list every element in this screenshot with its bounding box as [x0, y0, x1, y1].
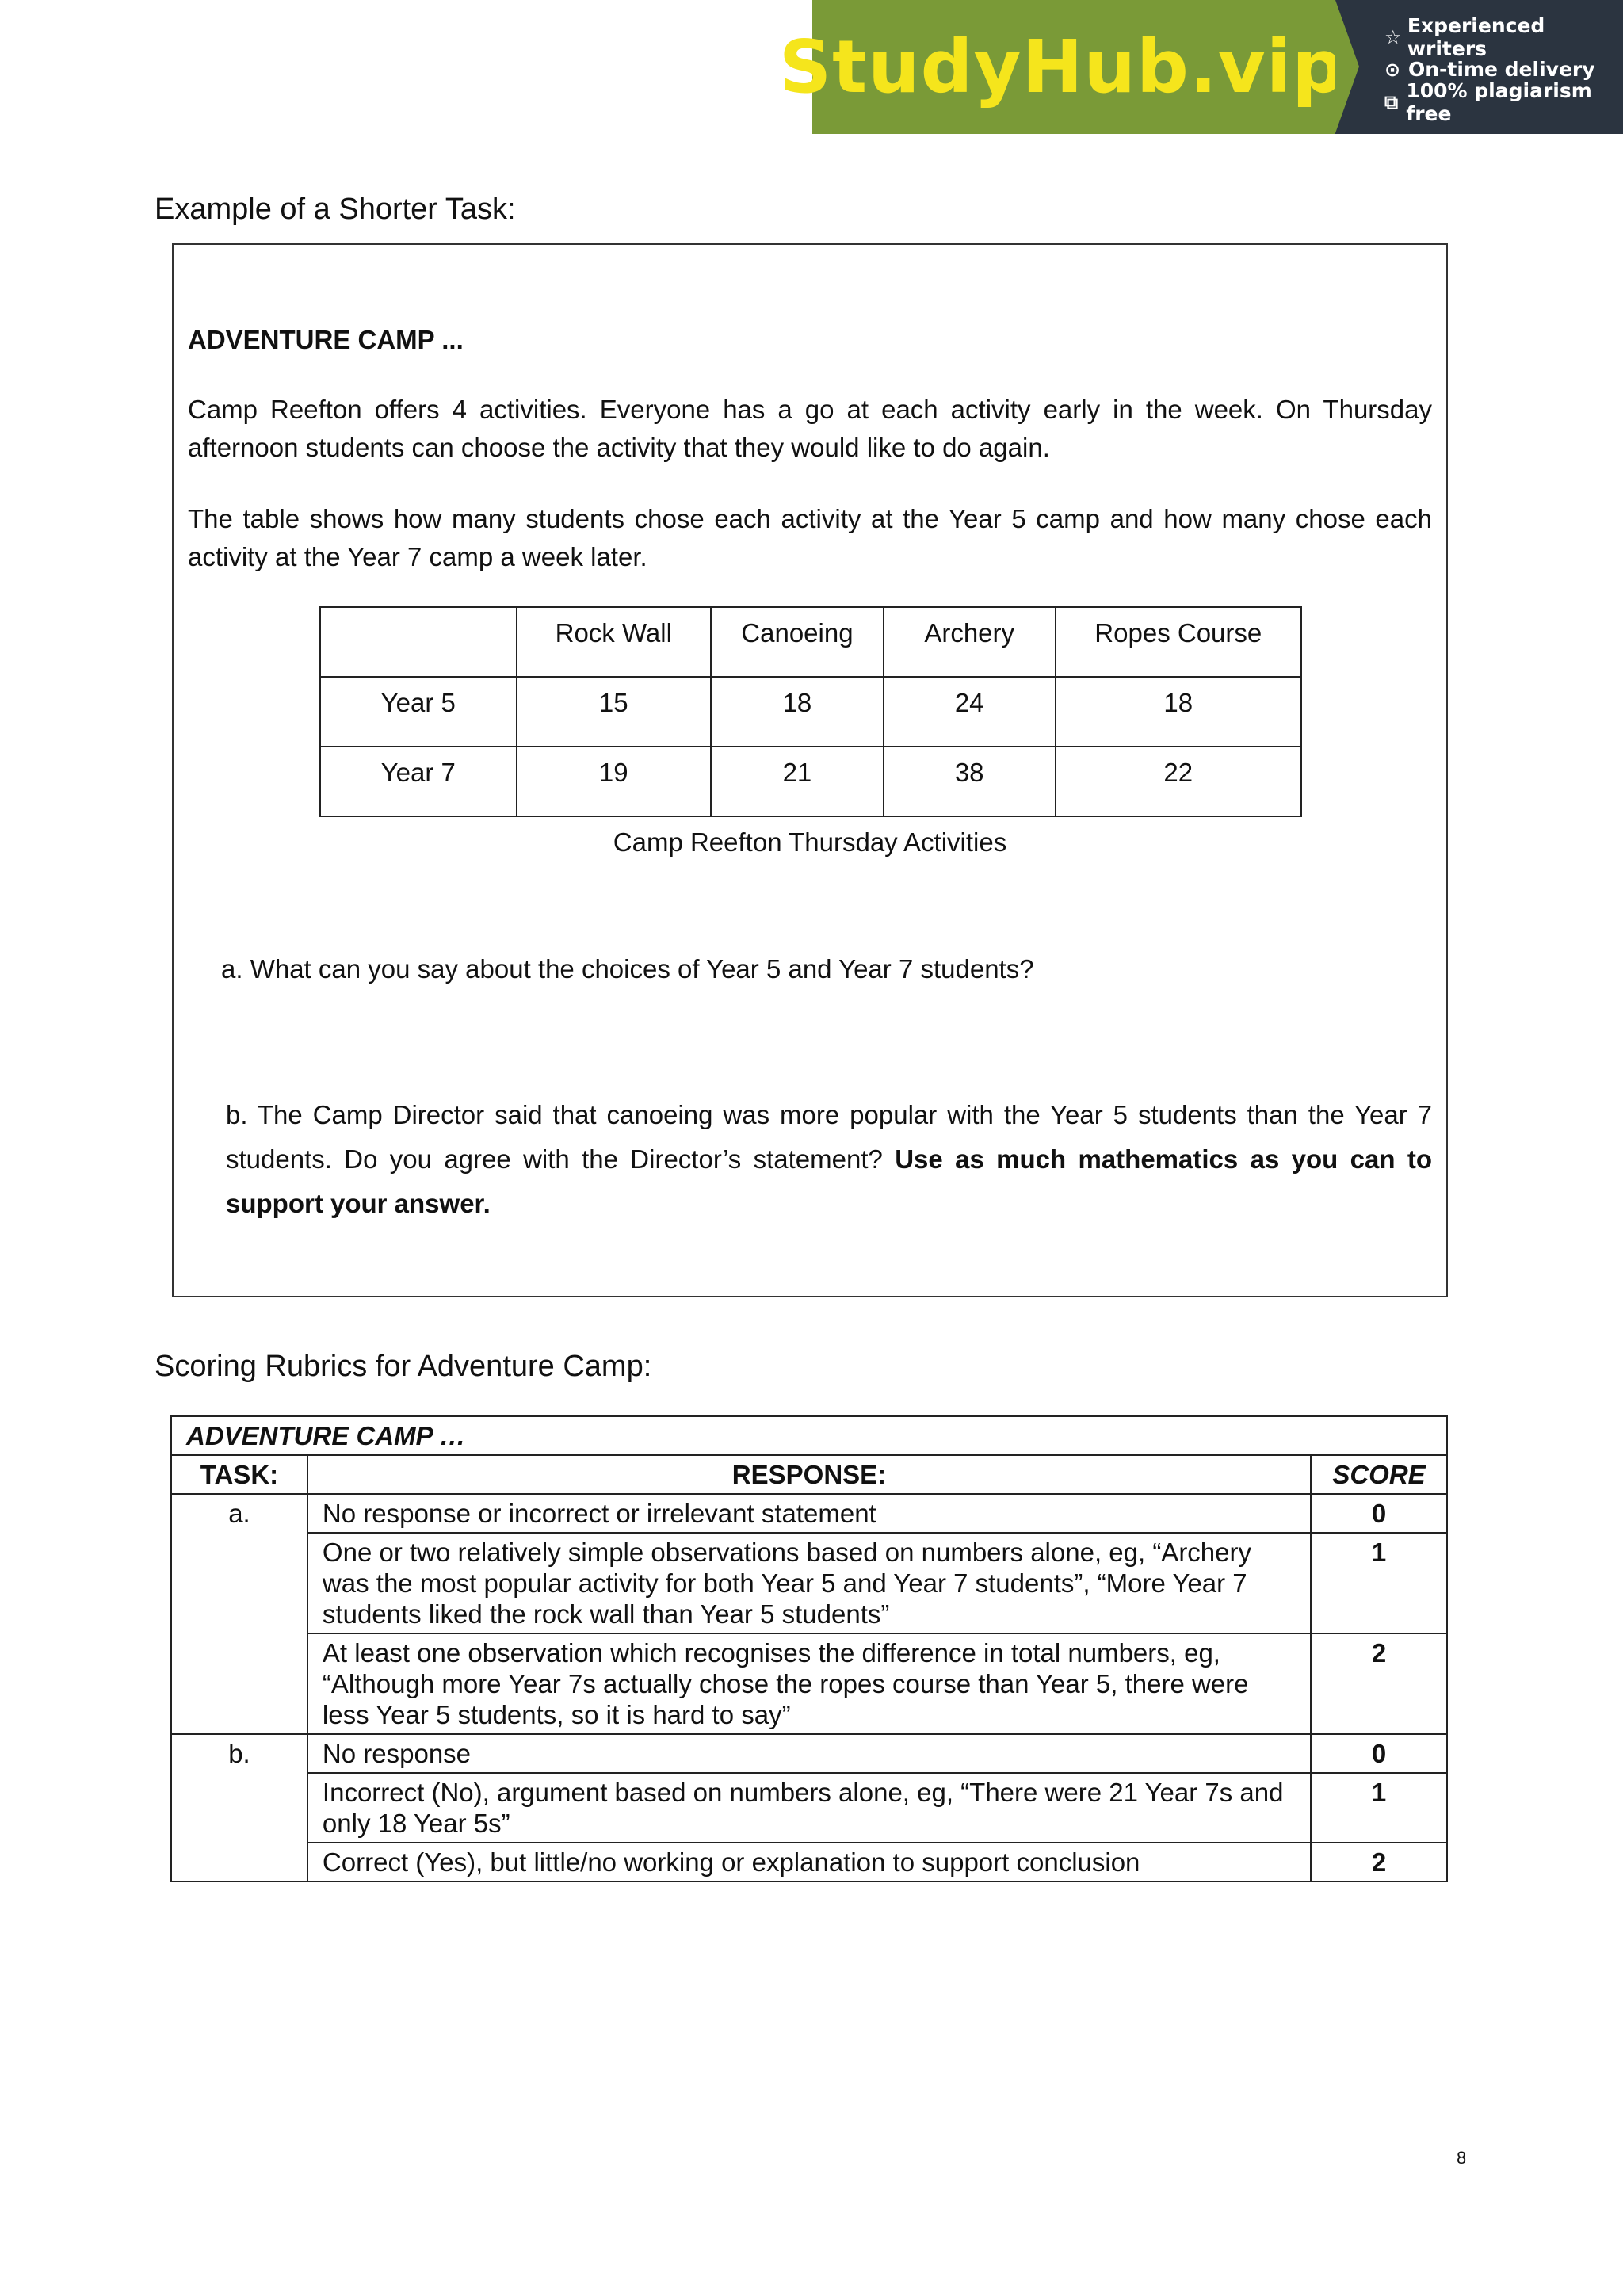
- table-row: [171, 1633, 1447, 1734]
- clock-icon: ⊙: [1384, 58, 1401, 81]
- scoring-rubric-table: [170, 1415, 1448, 1882]
- feature-label: On-time delivery: [1408, 58, 1595, 81]
- table-row-label: Year 7: [320, 747, 517, 816]
- task-paragraph-1: Camp Reefton offers 4 activities. Everyone has a go at each activity early in the week. On Thursday afternoon students can choose the activity that they would like to do again.: [188, 395, 1432, 462]
- table-cell: 22: [1056, 747, 1301, 816]
- studyhub-banner[interactable]: [778, 0, 1623, 134]
- feature-experienced-writers: [1384, 13, 1623, 60]
- rubric-score: 1: [1311, 1533, 1447, 1633]
- rubric-title-row: [171, 1416, 1447, 1455]
- question-b-text: b. The Camp Director said that canoeing was more popular with the Year 5 students than the Year 7 students. Do you agree with the Director’s statement?: [226, 1100, 1432, 1174]
- star-icon: ☆: [1384, 25, 1402, 48]
- rubric-response: Incorrect (No), argument based on numbers alone, eg, “There were 21 Year 7s and only 18 Year 5s”: [307, 1773, 1311, 1843]
- feature-plagiarism-free: [1384, 78, 1623, 125]
- table-caption: Camp Reefton Thursday Activities: [613, 827, 1007, 857]
- table-cell: 19: [517, 747, 712, 816]
- rubric-score: 2: [1311, 1633, 1447, 1734]
- feature-label: 100% plagiarism free: [1406, 78, 1592, 125]
- table-header-cell: Archery: [884, 607, 1056, 677]
- table-row: [171, 1533, 1447, 1633]
- table-row: [171, 1734, 1447, 1773]
- rubric-response: Correct (Yes), but little/no working or explanation to support conclusion: [307, 1843, 1311, 1881]
- rubric-score: 2: [1311, 1843, 1447, 1881]
- table-row: [320, 747, 1301, 816]
- activities-table: [319, 606, 1302, 817]
- page-number: 8: [1457, 2148, 1467, 2168]
- table-cell: 24: [884, 677, 1056, 747]
- rubric-score: 0: [1311, 1734, 1447, 1773]
- section-heading-rubrics: Scoring Rubrics for Adventure Camp:: [155, 1350, 652, 1383]
- table-cell: 38: [884, 747, 1056, 816]
- question-b-emphasis: Use as much mathematics as you can to support your answer.: [226, 1144, 1432, 1218]
- table-cell: 15: [517, 677, 712, 747]
- table-cell: 18: [711, 677, 884, 747]
- task-title: ADVENTURE CAMP ...: [188, 325, 464, 354]
- rubric-header-row: [171, 1455, 1447, 1494]
- table-row: [171, 1773, 1447, 1843]
- rubric-header-score: SCORE: [1311, 1455, 1447, 1494]
- table-header-row: [320, 607, 1301, 677]
- brand-block: [778, 0, 1346, 134]
- table-row-label: Year 5: [320, 677, 517, 747]
- feature-label: Experienced writers: [1407, 13, 1545, 60]
- question-a: a. What can you say about the choices of Year 5 and Year 7 students?: [221, 954, 1034, 984]
- table-header-cell: Canoeing: [711, 607, 884, 677]
- rubric-task-label: a.: [171, 1494, 307, 1734]
- table-header-cell: Ropes Course: [1056, 607, 1301, 677]
- rubric-score: 1: [1311, 1773, 1447, 1843]
- copy-icon: ⧉: [1384, 90, 1399, 113]
- table-header-cell: Rock Wall: [517, 607, 712, 677]
- task-box: [172, 243, 1448, 1297]
- rubric-title: ADVENTURE CAMP …: [171, 1416, 1447, 1455]
- question-b: [226, 1093, 1432, 1226]
- table-row: [171, 1843, 1447, 1881]
- features-block: [1335, 0, 1623, 134]
- rubric-response: At least one observation which recognises the difference in total numbers, eg, “Although more Year 7s actually chose the ropes course than Year 5, there were less Year 5 students, so it is hard to say”: [307, 1633, 1311, 1734]
- table-header-cell: [320, 607, 517, 677]
- rubric-score: 0: [1311, 1494, 1447, 1533]
- rubric-task-label: b.: [171, 1734, 307, 1881]
- rubric-response: No response or incorrect or irrelevant statement: [307, 1494, 1311, 1533]
- section-heading-example: Example of a Shorter Task:: [155, 193, 516, 226]
- table-cell: 18: [1056, 677, 1301, 747]
- table-cell: 21: [711, 747, 884, 816]
- task-paragraph-2: The table shows how many students chose each activity at the Year 5 camp and how many chose each activity at the Year 7 camp a week later.: [188, 504, 1432, 571]
- rubric-header-response: RESPONSE:: [307, 1455, 1311, 1494]
- table-row: [171, 1494, 1447, 1533]
- rubric-header-task: TASK:: [171, 1455, 307, 1494]
- rubric-response: No response: [307, 1734, 1311, 1773]
- table-row: [320, 677, 1301, 747]
- brand-logo: StudyHub.vip: [778, 25, 1346, 109]
- rubric-response: One or two relatively simple observations based on numbers alone, eg, “Archery was the most popular activity for both Year 5 and Year 7 students”, “More Year 7 students liked the rock wall than Year 5 students”: [307, 1533, 1311, 1633]
